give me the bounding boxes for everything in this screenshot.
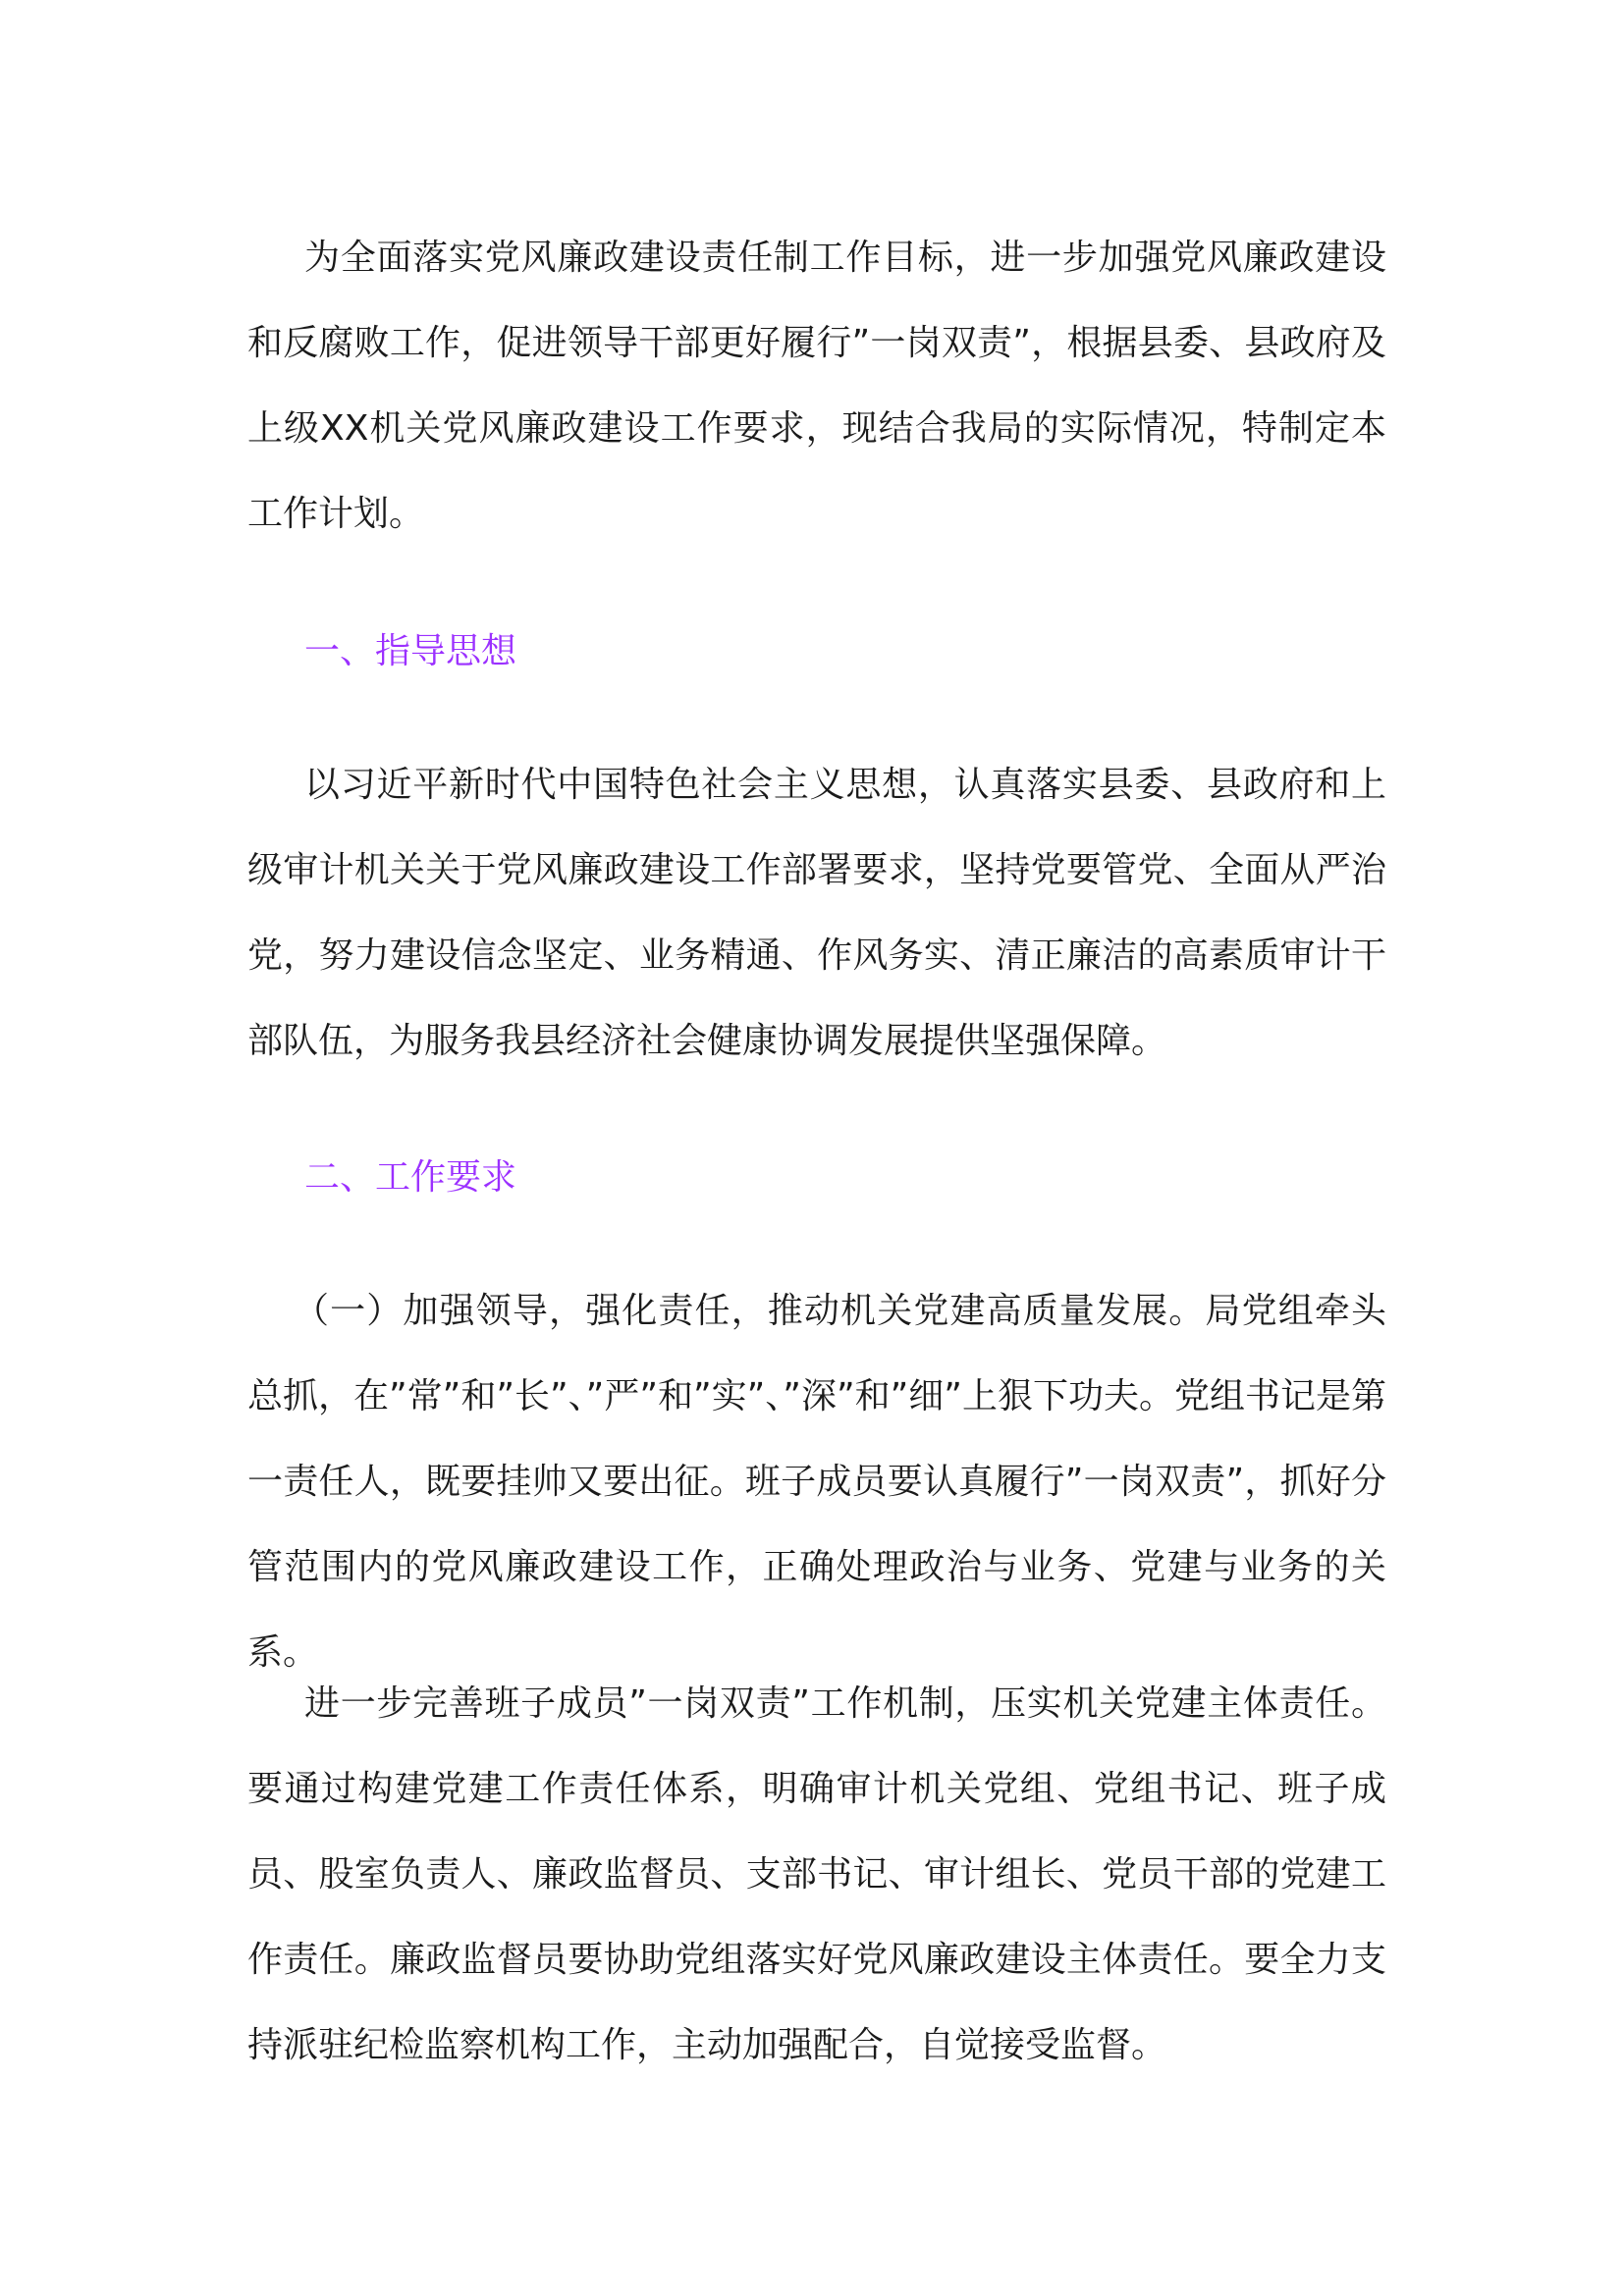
intro-paragraph: 为全面落实党风廉政建设责任制工作目标，进一步加强党风廉政建设和反腐败工作，促进领导干部更好履行”一岗双责”，根据县委、县政府及上级XX机关党风廉政建设工作要求，现结合我局的实际情况，特制定本工作计划。 — [247, 238, 1386, 534]
work-requirements-paragraph-1: （一）加强领导，强化责任，推动机关党建高质量发展。局党组牵头总抓，在”常”和”长”、”严”和”实”、”深”和”细”上狠下功夫。党组书记是第一责任人，既要挂帅又要出征。班子成员要认真履行”一岗双责”，抓好分管范围内的党风廉政建设工作，正确处理政治与业务、党建与业务的关系。 — [247, 1291, 1386, 1673]
work-requirements-paragraph-2: 进一步完善班子成员”一岗双责”工作机制，压实机关党建主体责任。要通过构建党建工作责任体系，明确审计机关党组、党组书记、班子成员、股室负责人、廉政监督员、支部书记、审计组长、党员干部的党建工作责任。廉政监督员要协助党组落实好党风廉政建设主体责任。要全力支持派驻纪检监察机构工作，主动加强配合，自觉接受监督。 — [247, 1683, 1386, 2065]
section-heading-work-requirements: 二、工作要求 — [304, 1157, 517, 1198]
guiding-ideology-paragraph: 以习近平新时代中国特色社会主义思想，认真落实县委、县政府和上级审计机关关于党风廉政建设工作部署要求，坚持党要管党、全面从严治党，努力建设信念坚定、业务精通、作风务实、清正廉洁的高素质审计干部队伍，为服务我县经济社会健康协调发展提供坚强保障。 — [247, 765, 1386, 1061]
section-heading-guiding-ideology: 一、指导思想 — [304, 631, 517, 671]
